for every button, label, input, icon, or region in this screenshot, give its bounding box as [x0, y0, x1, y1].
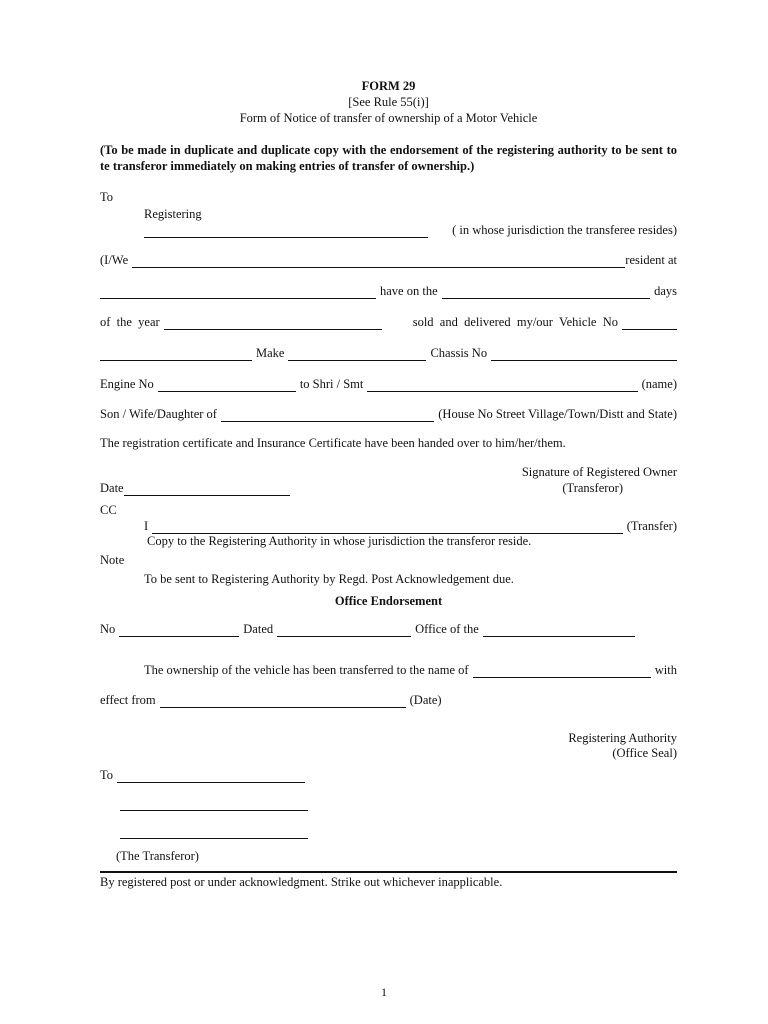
office-of-label: Office of the [415, 622, 479, 636]
instruction-text: (To be made in duplicate and duplicate copy with the endorsement of the registering authority to be sent to te transferor immediately on making entries of transfer of ownership.) [100, 143, 677, 173]
effect-from-label: effect from [100, 693, 156, 707]
engine-row [100, 376, 677, 392]
note-label: Note [100, 553, 125, 567]
registering-authority-field[interactable] [144, 225, 428, 238]
registering-authority-label: Registering Authority [568, 731, 677, 745]
to-shri-label: to Shri / Smt [299, 377, 364, 391]
registering-label: Registering [144, 207, 202, 221]
date-row [100, 480, 677, 496]
address-line-2 [100, 795, 677, 811]
address-field[interactable] [100, 286, 376, 299]
ownership-row [100, 662, 677, 678]
date-label: Date [100, 481, 124, 495]
to-label: To [100, 190, 114, 204]
rc-statement: The registration certificate and Insurance Certificate have been handed over to him/her/them. [100, 436, 566, 450]
effect-date-field[interactable] [160, 695, 406, 708]
iwe-row [100, 252, 677, 268]
days-label: days [654, 284, 677, 298]
rule-reference: [See Rule 55(i)] [348, 95, 429, 109]
son-wife-row [100, 406, 677, 422]
the-transferor-label: (The Transferor) [116, 849, 199, 863]
office-no-field[interactable] [119, 624, 239, 637]
office-of-field[interactable] [483, 624, 635, 637]
jurisdiction-label: ( in whose jurisdiction the transferee resides) [452, 223, 677, 237]
page-number: 1 [381, 985, 387, 999]
vehicle-no-field[interactable] [622, 317, 677, 330]
parent-spouse-field[interactable] [221, 409, 434, 422]
form-page [100, 78, 677, 890]
address-row [100, 283, 677, 299]
effect-row [100, 692, 677, 708]
new-owner-field[interactable] [473, 665, 651, 678]
dated-label: Dated [243, 622, 274, 636]
transfer-label: (Transfer) [626, 519, 677, 533]
engine-no-field[interactable] [158, 379, 296, 392]
sold-delivered-label: sold and delivered my/our Vehicle No [412, 315, 618, 329]
address-line-3 [100, 823, 677, 839]
dated-field[interactable] [277, 624, 411, 637]
transferor-name-field[interactable] [132, 255, 625, 268]
form-title: FORM 29 [361, 79, 416, 93]
office-endorsement-title: Office Endorsement [334, 594, 443, 608]
registering-row [100, 222, 677, 238]
copy-text: Copy to the Registering Authority in whose jurisdiction the transferor reside. [147, 534, 532, 548]
office-to-label: To [100, 768, 114, 782]
year-row [100, 314, 677, 330]
name-label: (name) [641, 377, 677, 391]
vehicle-no-cont-field[interactable] [100, 348, 252, 361]
date-field[interactable] [124, 483, 290, 496]
chassis-no-label: Chassis No [430, 346, 488, 360]
of-the-year-label: of the year [100, 315, 160, 329]
transferor-label: (Transferor) [562, 481, 623, 495]
form-subtitle: Form of Notice of transfer of ownership of a Motor Vehicle [239, 111, 538, 125]
chassis-no-field[interactable] [491, 348, 677, 361]
year-field[interactable] [164, 317, 382, 330]
transferee-name-field[interactable] [367, 379, 637, 392]
footer-note: By registered post or under acknowledgment. Strike out whichever inapplicable. [100, 875, 503, 889]
date-paren-label: (Date) [409, 693, 442, 707]
day-field[interactable] [442, 286, 650, 299]
cc-name-field[interactable] [152, 521, 623, 534]
ownership-text: The ownership of the vehicle has been transferred to the name of [144, 663, 469, 677]
with-label: with [654, 663, 677, 677]
office-no-row [100, 621, 677, 637]
transferor-address-field-3[interactable] [120, 826, 308, 839]
i-label: I [144, 519, 149, 533]
make-label: Make [256, 346, 285, 360]
no-label: No [100, 622, 116, 636]
signature-label: Signature of Registered Owner [521, 465, 677, 479]
transferor-address-field-1[interactable] [117, 770, 305, 783]
have-on-the-label: have on the [380, 284, 438, 298]
house-no-label: (House No Street Village/Town/Distt and State) [438, 407, 677, 421]
iwe-label: (I/We [100, 253, 129, 267]
son-wife-label: Son / Wife/Daughter of [100, 407, 217, 421]
make-field[interactable] [288, 348, 426, 361]
office-seal-label: (Office Seal) [612, 746, 677, 760]
transferor-address-field-2[interactable] [120, 798, 308, 811]
footer-divider [100, 871, 677, 873]
office-to-row [100, 767, 677, 783]
cc-row [100, 518, 677, 534]
engine-no-label: Engine No [100, 377, 154, 391]
resident-at-label: resident at [625, 253, 677, 267]
note-text: To be sent to Registering Authority by Regd. Post Acknowledgement due. [144, 572, 514, 586]
cc-label: CC [100, 503, 117, 517]
make-row [100, 345, 677, 361]
